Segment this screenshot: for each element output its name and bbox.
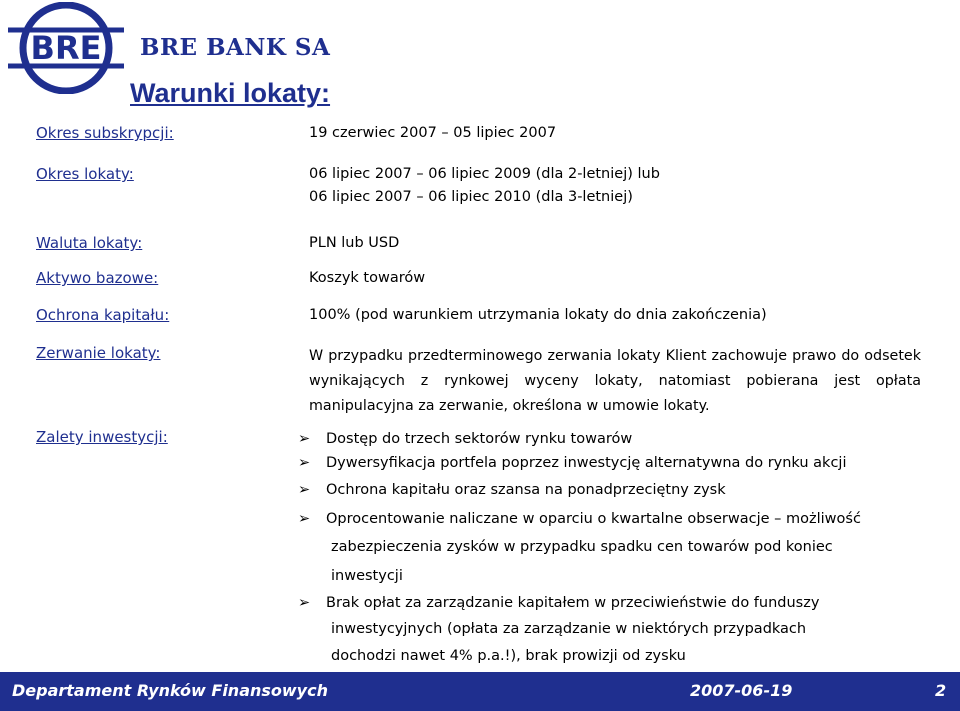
list-item	[298, 511, 861, 527]
label-advantages: Zalety inwestycji:	[36, 428, 168, 446]
label-capital-protection: Ochrona kapitału:	[36, 306, 170, 324]
arrow-bullet-icon: ➢	[298, 482, 311, 498]
label-currency: Waluta lokaty:	[36, 234, 143, 252]
footer-date: 2007-06-19	[690, 681, 793, 700]
list-item	[298, 455, 847, 471]
arrow-bullet-icon: ➢	[298, 595, 311, 611]
page-title: Warunki lokaty:	[130, 78, 331, 108]
value-currency: PLN lub USD	[309, 235, 400, 251]
bre-logo	[4, 2, 128, 94]
bullet-text: Oprocentowanie naliczane w oparciu o kwartalne obserwacje – możliwość	[326, 511, 861, 527]
value-early-termination: W przypadku przedterminowego zerwania lokaty Klient zachowuje prawo do odsetek wynikających z rynkowej wyceny lokaty, natomiast pobierana jest opłata manipulacyjna za zerwanie, określona w umowie lokaty.	[309, 348, 921, 414]
bank-name: BRE BANK SA	[140, 34, 331, 61]
value-subscription: 19 czerwiec 2007 – 05 lipiec 2007	[309, 125, 557, 141]
value-capital-protection: 100% (pod warunkiem utrzymania lokaty do dnia zakończenia)	[309, 307, 767, 323]
bullet-continuation: zabezpieczenia zysków w przypadku spadku cen towarów pod koniec	[331, 539, 833, 555]
label-term: Okres lokaty:	[36, 165, 134, 183]
page-number: 2	[935, 681, 947, 700]
value-term-line1: 06 lipiec 2007 – 06 lipiec 2009 (dla 2-letniej) lub	[309, 166, 660, 182]
list-item	[298, 595, 819, 611]
label-early-termination: Zerwanie lokaty:	[36, 344, 161, 362]
footer-department: Departament Rynków Finansowych	[12, 681, 328, 700]
value-term-line2: 06 lipiec 2007 – 06 lipiec 2010 (dla 3-letniej)	[309, 189, 633, 205]
label-base-asset: Aktywo bazowe:	[36, 269, 159, 287]
bullet-text: Ochrona kapitału oraz szansa na ponadprzeciętny zysk	[326, 482, 726, 498]
bullet-continuation: inwestycyjnych (opłata za zarządzanie w niektórych przypadkach	[331, 621, 807, 637]
logo-text: BRE	[30, 29, 102, 67]
bullet-text: Brak opłat za zarządzanie kapitałem w przeciwieństwie do funduszy	[326, 595, 820, 611]
value-base-asset: Koszyk towarów	[309, 270, 426, 286]
bullet-text: Dywersyfikacja portfela poprzez inwestycję alternatywna do rynku akcji	[326, 455, 847, 471]
bullet-continuation: inwestycji	[331, 568, 403, 584]
arrow-bullet-icon: ➢	[298, 511, 311, 527]
list-item	[298, 431, 632, 447]
bullet-continuation: dochodzi nawet 4% p.a.!), brak prowizji od zysku	[331, 648, 686, 664]
arrow-bullet-icon: ➢	[298, 455, 311, 471]
label-subscription: Okres subskrypcji:	[36, 124, 174, 142]
arrow-bullet-icon: ➢	[298, 431, 311, 447]
list-item	[298, 482, 726, 498]
footer-bar	[0, 672, 960, 711]
bullet-text: Dostęp do trzech sektorów rynku towarów	[326, 431, 633, 447]
